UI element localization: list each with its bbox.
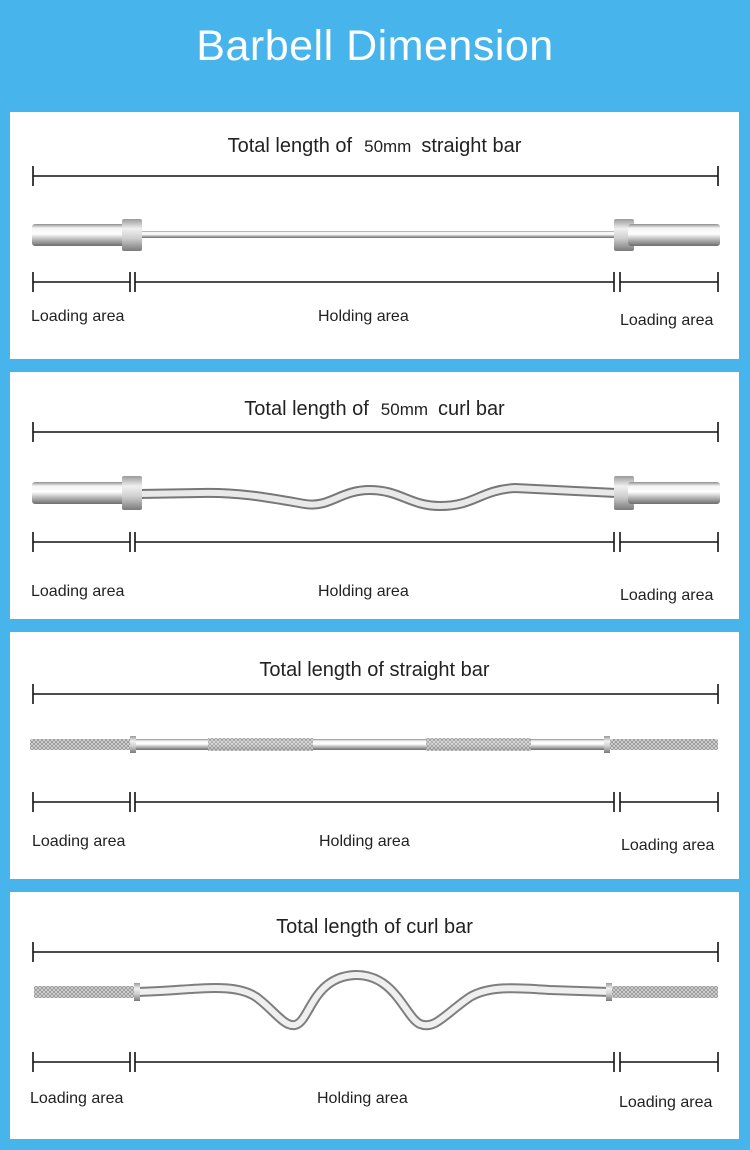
- loading-area-left-line: [33, 792, 130, 812]
- panel-50mm-straight-bar: [10, 112, 739, 359]
- loading-area-right-label: Loading area: [620, 312, 714, 329]
- barbell-image: [32, 476, 720, 510]
- holding-area-label: Holding area: [318, 583, 409, 600]
- panel-curl-bar: [10, 892, 739, 1139]
- holding-area-label: Holding area: [318, 308, 409, 325]
- total-length-line: [33, 166, 718, 186]
- loading-area-right-line: [620, 272, 718, 292]
- holding-area-line: [135, 1052, 614, 1072]
- total-length-line: [33, 684, 718, 704]
- panel-50mm-curl-bar: [10, 372, 739, 619]
- panel-title: Total length of curl bar: [276, 916, 473, 938]
- holding-area-label: Holding area: [317, 1090, 408, 1107]
- loading-area-left-label: Loading area: [31, 583, 125, 600]
- loading-area-left-label: Loading area: [31, 308, 125, 325]
- loading-area-right-label: Loading area: [619, 1094, 713, 1111]
- loading-area-left-line: [33, 1052, 130, 1072]
- total-length-line: [33, 942, 718, 962]
- barbell-image: [32, 219, 720, 251]
- loading-area-right-label: Loading area: [620, 587, 714, 604]
- panel-title: Total length of straight bar: [259, 659, 490, 681]
- loading-area-left-line: [33, 272, 130, 292]
- loading-area-left-label: Loading area: [30, 1090, 124, 1107]
- holding-area-line: [135, 792, 614, 812]
- loading-area-right-line: [620, 532, 718, 552]
- loading-area-right-line: [620, 792, 718, 812]
- holding-area-line: [135, 532, 614, 552]
- holding-area-line: [135, 272, 614, 292]
- loading-area-left-line: [33, 532, 130, 552]
- panel-title: Total length of 50mm curl bar: [244, 398, 505, 420]
- panel-title: Total length of 50mm straight bar: [227, 135, 522, 157]
- total-length-line: [33, 422, 718, 442]
- loading-area-right-label: Loading area: [621, 837, 715, 854]
- holding-area-label: Holding area: [319, 833, 410, 850]
- loading-area-left-label: Loading area: [32, 833, 126, 850]
- page-title: Barbell Dimension: [196, 22, 554, 70]
- panel-straight-bar: [10, 632, 739, 879]
- barbell-image: [34, 975, 718, 1025]
- dimension-diagram: [10, 372, 739, 619]
- loading-area-right-line: [620, 1052, 718, 1072]
- barbell-image: [30, 736, 718, 753]
